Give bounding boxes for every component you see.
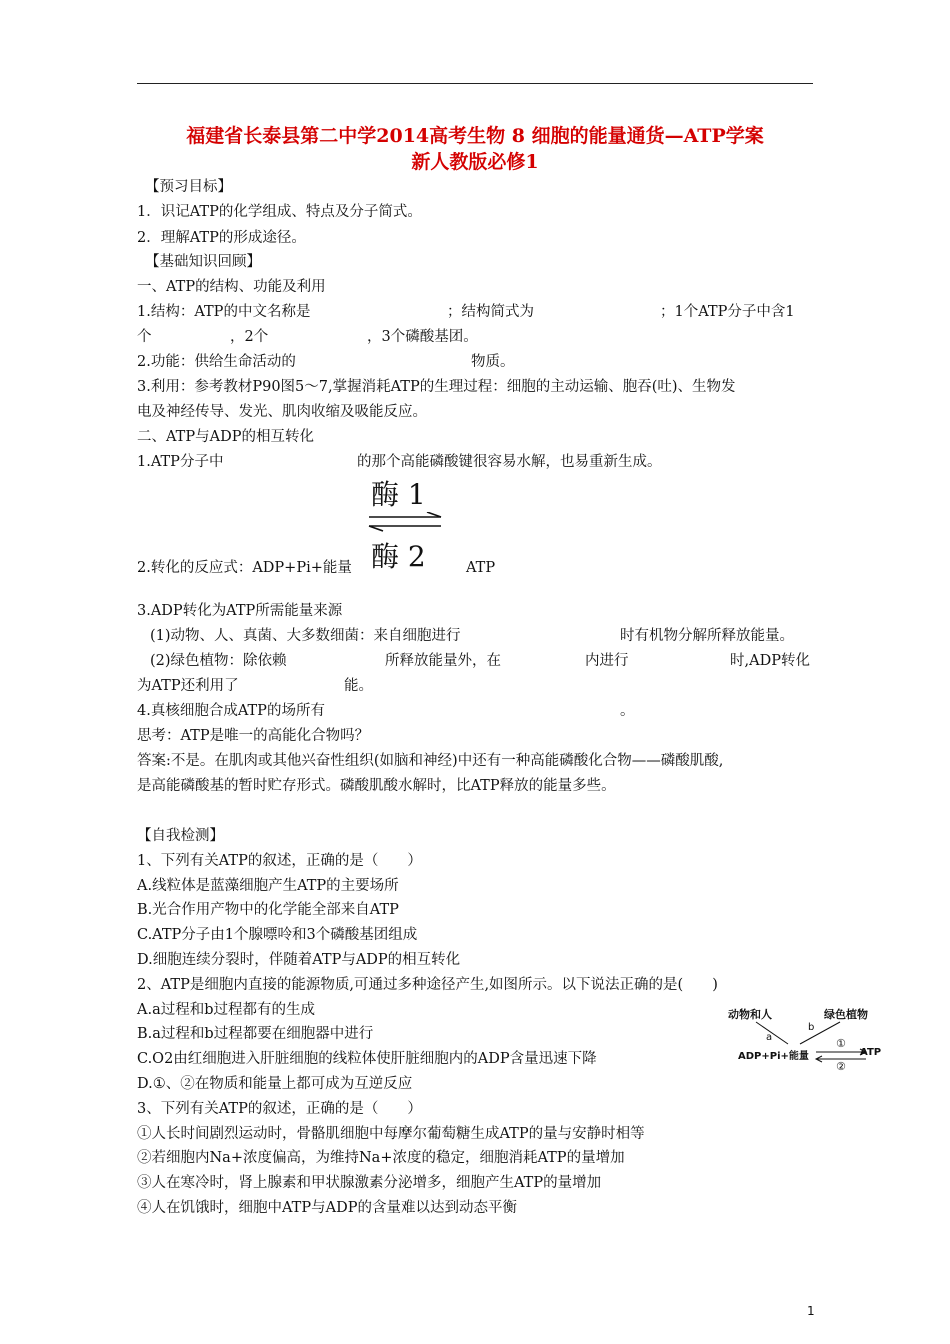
question-3-item-2: ②若细胞内Na+浓度偏高，为维持Na+浓度的稳定，细胞消耗ATP的量增加 — [137, 1150, 625, 1166]
reversible-arrow-icon — [365, 512, 447, 536]
transform-3-1a: (1)动物、人、真菌、大多数细菌：来自细胞进行 — [150, 628, 461, 644]
page-subtitle: 新人教版必修1 — [411, 151, 539, 173]
diagram-b-label: b — [808, 1022, 815, 1033]
diagram-right-label: ATP — [860, 1047, 882, 1058]
transform-4a: 4.真核细胞合成ATP的场所有 — [137, 703, 325, 719]
question-3-item-1: ①人长时间剧烈运动时，骨骼肌细胞中每摩尔葡萄糖生成ATP的量与安静时相等 — [137, 1126, 645, 1142]
function-text-b: 物质。 — [471, 354, 515, 370]
question-2: 2、ATP是细胞内直接的能源物质,可通过多种途径产生,如图所示。以下说法正确的是( ) — [137, 977, 718, 993]
answer-line-1: 答案:不是。在肌肉或其他兴奋性组织(如脑和神经)中还有一种高能磷酸化合物——磷酸肌酸, — [137, 753, 724, 769]
transform-3-2c: 内进行 — [585, 653, 629, 669]
question-1-option-a: A.线粒体是蓝藻细胞产生ATP的主要场所 — [137, 878, 399, 894]
preview-goal-1: 1．识记ATP的化学组成、特点及分子简式。 — [137, 204, 422, 220]
section-1-heading: 一、ATP的结构、功能及利用 — [137, 279, 326, 295]
question-3-item-4: ④人在饥饿时，细胞中ATP与ADP的含量难以达到动态平衡 — [137, 1200, 517, 1216]
question-1-option-d: D.细胞连续分裂时，伴随着ATP与ADP的相互转化 — [137, 952, 461, 968]
transform-4b: 。 — [620, 703, 635, 719]
question-1-option-b: B.光合作用产物中的化学能全部来自ATP — [137, 902, 399, 918]
header-rule — [137, 83, 813, 84]
enzyme-2-label: 酶 2 — [371, 540, 426, 573]
transform-3-3b: 能。 — [344, 678, 373, 694]
transform-2a: 2.转化的反应式：ADP+Pi+能量 — [137, 560, 352, 576]
selftest-heading: 【自我检测】 — [137, 828, 224, 844]
usage-line-1: 3.利用：参考教材P90图5～7,掌握消耗ATP的生理过程：细胞的主动运输、胞吞(吐)、生物发 — [137, 379, 736, 395]
answer-line-2: 是高能磷酸基的暂时贮存形式。磷酸肌酸水解时，比ATP释放的能量多些。 — [137, 778, 616, 794]
transform-3: 3.ADP转化为ATP所需能量来源 — [137, 603, 343, 619]
page-number: 1 — [807, 1304, 815, 1318]
question-3: 3、下列有关ATP的叙述，正确的是（ ） — [137, 1101, 422, 1117]
think-question: 思考：ATP是唯一的高能化合物吗？ — [137, 728, 370, 744]
enzyme-reaction-arrows — [365, 478, 447, 578]
enzyme-1-label: 酶 1 — [371, 478, 426, 511]
section-2-heading: 二、ATP与ADP的相互转化 — [137, 429, 314, 445]
diagram-step-2: ② — [836, 1060, 846, 1073]
structure-text-c: ；1个ATP分子中含1 — [660, 304, 795, 320]
structure-text-b: ；结构简式为 — [447, 304, 534, 320]
transform-3-2a: (2)绿色植物：除依赖 — [150, 653, 287, 669]
diagram-a-label: a — [766, 1032, 773, 1043]
question-2-option-a: A.a过程和b过程都有的生成 — [137, 1002, 316, 1018]
atp-pathway-diagram — [728, 1000, 888, 1080]
preview-heading: 【预习目标】 — [145, 179, 232, 195]
diagram-arrows-icon — [728, 1000, 888, 1080]
transform-3-3a: 为ATP还利用了 — [137, 678, 239, 694]
transform-1a: 1.ATP分子中 — [137, 454, 224, 470]
diagram-plant-label: 绿色植物 — [824, 1008, 868, 1021]
preview-goal-2: 2．理解ATP的形成途径。 — [137, 230, 306, 246]
diagram-animal-label: 动物和人 — [728, 1008, 772, 1021]
question-2-option-d: D.①、②在物质和能量上都可成为互逆反应 — [137, 1076, 413, 1092]
question-3-item-3: ③人在寒冷时，肾上腺素和甲状腺激素分泌增多，细胞产生ATP的量增加 — [137, 1175, 602, 1191]
transform-3-2b: 所释放能量外，在 — [385, 653, 501, 669]
question-2-option-c: C.O2由红细胞进入肝脏细胞的线粒体使肝脏细胞内的ADP含量迅速下降 — [137, 1051, 597, 1067]
question-1: 1、下列有关ATP的叙述，正确的是（ ） — [137, 853, 422, 869]
structure-text-a: 1.结构：ATP的中文名称是 — [137, 304, 311, 320]
page-title: 福建省长泰县第二中学2014高考生物 8 细胞的能量通货—ATP学案 — [186, 125, 764, 147]
structure-text-f: ，3个磷酸基团。 — [367, 329, 478, 345]
usage-line-2: 电及神经传导、发光、肌肉收缩及吸能反应。 — [137, 404, 427, 420]
function-text-a: 2.功能：供给生命活动的 — [137, 354, 296, 370]
diagram-left-label: ADP+Pi+能量 — [738, 1051, 809, 1062]
transform-2b: ATP — [466, 560, 496, 576]
diagram-step-1: ① — [836, 1037, 846, 1050]
structure-text-e: ，2个 — [230, 329, 269, 345]
basics-heading: 【基础知识回顾】 — [145, 254, 261, 270]
question-1-option-c: C.ATP分子由1个腺嘌呤和3个磷酸基团组成 — [137, 927, 418, 943]
transform-3-2d: 时,ADP转化 — [730, 653, 810, 669]
structure-text-d: 个 — [137, 329, 152, 345]
question-2-option-b: B.a过程和b过程都要在细胞器中进行 — [137, 1026, 374, 1042]
transform-3-1b: 时有机物分解所释放能量。 — [620, 628, 794, 644]
transform-1b: 的那个高能磷酸键很容易水解，也易重新生成。 — [357, 454, 662, 470]
